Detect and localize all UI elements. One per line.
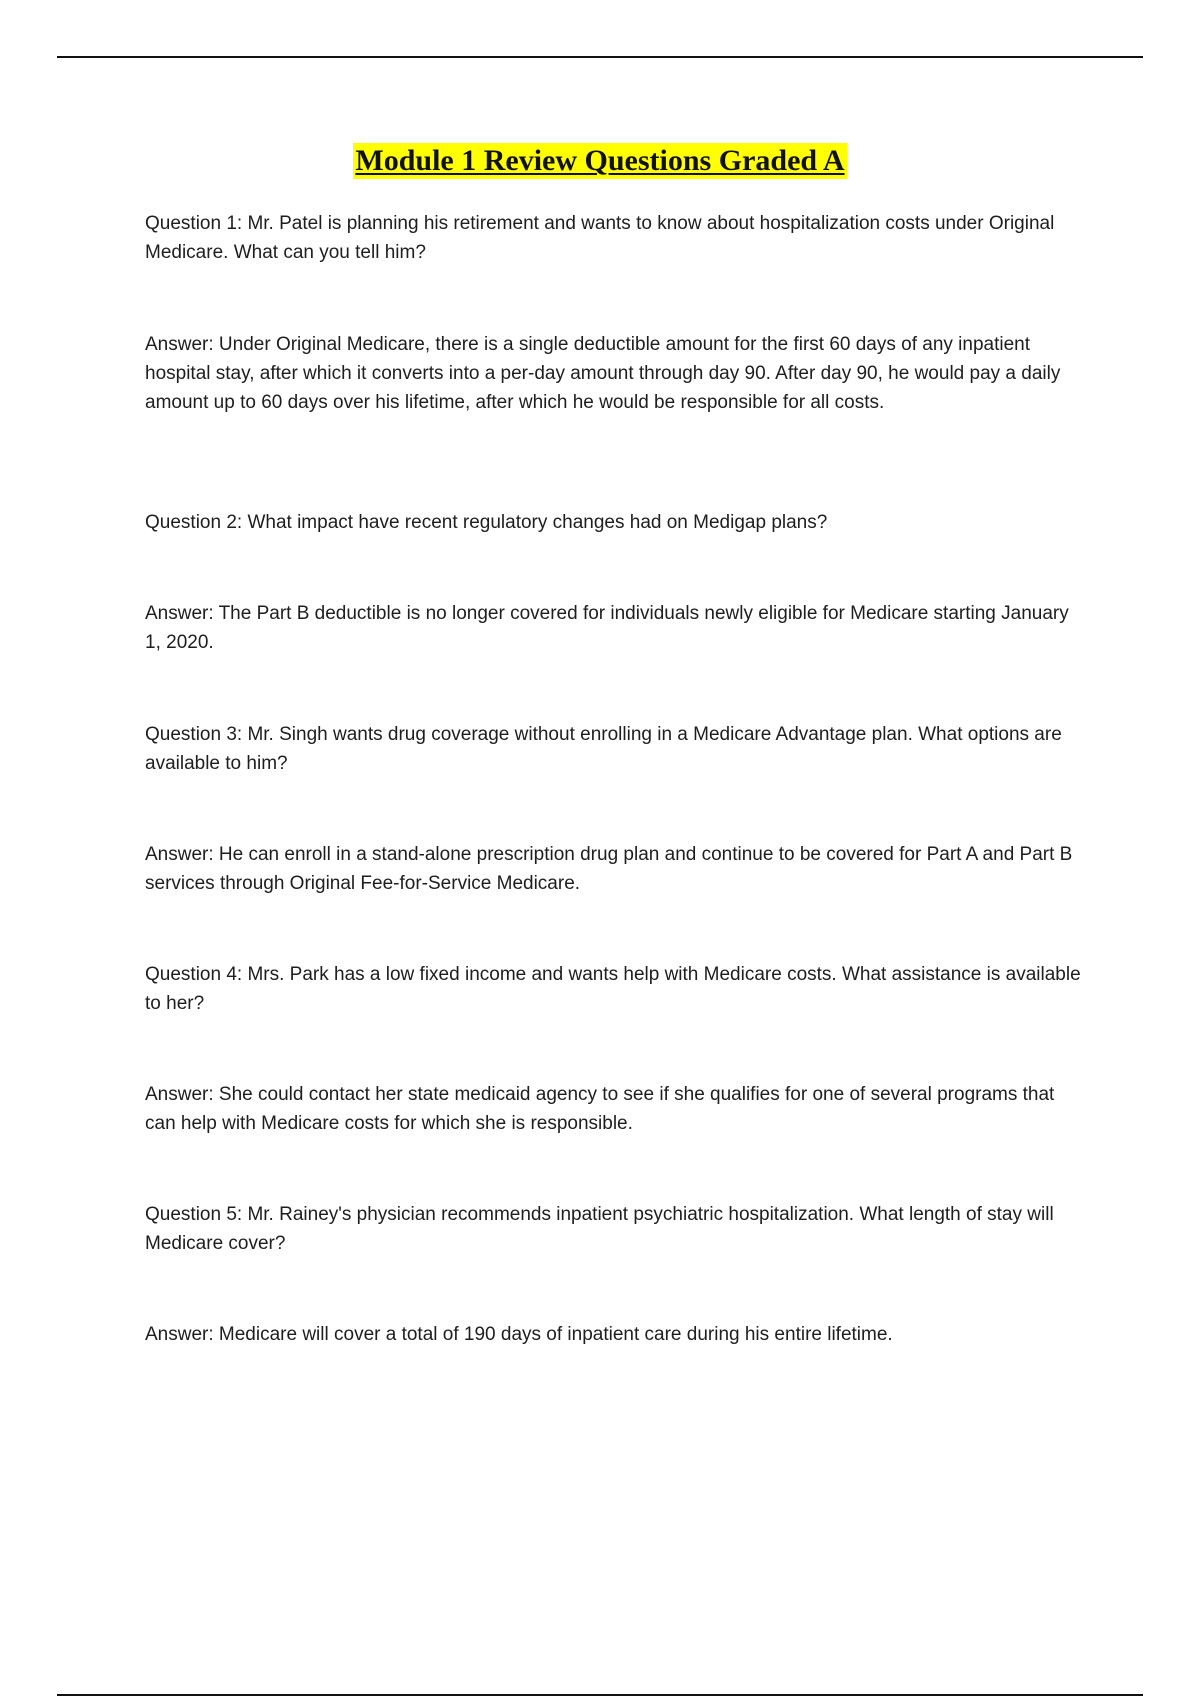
answer-1: Answer: Under Original Medicare, there is a single deductible amount for the first 60 days of any inpatient hospital stay, after which it converts into a per-day amount through day 90. After day 90, he would pay a daily amount up to 60 days over his lifetime, after which he would be responsible for all costs. — [145, 334, 1061, 413]
top-rule — [57, 56, 1143, 58]
answer-5: Answer: Medicare will cover a total of 190 days of inpatient care during his entire lifetime. — [145, 1324, 893, 1345]
answer-3: Answer: He can enroll in a stand-alone prescription drug plan and continue to be covered for Part A and Part B services through Original Fee-for-Service Medicare. — [145, 844, 1073, 894]
document-title: Module 1 Review Questions Graded A — [355, 144, 845, 177]
question-3: Question 3: Mr. Singh wants drug coverage without enrolling in a Medicare Advantage plan. What options are available to him? — [145, 724, 1062, 774]
title-block — [0, 143, 1200, 179]
answer-4: Answer: She could contact her state medicaid agency to see if she qualifies for one of several programs that can help with Medicare costs for which she is responsible. — [145, 1084, 1055, 1134]
answer-2: Answer: The Part B deductible is no longer covered for individuals newly eligible for Medicare starting January 1, 2020. — [145, 603, 1069, 653]
question-1: Question 1: Mr. Patel is planning his retirement and wants to know about hospitalization costs under Original Medicare. What can you tell him? — [145, 213, 1055, 263]
question-2: Question 2: What impact have recent regulatory changes had on Medigap plans? — [145, 512, 828, 533]
question-4: Question 4: Mrs. Park has a low fixed income and wants help with Medicare costs. What assistance is available to her? — [145, 964, 1081, 1014]
question-5: Question 5: Mr. Rainey's physician recommends inpatient psychiatric hospitalization. What length of stay will Medicare cover? — [145, 1204, 1054, 1254]
bottom-rule — [57, 1694, 1143, 1696]
